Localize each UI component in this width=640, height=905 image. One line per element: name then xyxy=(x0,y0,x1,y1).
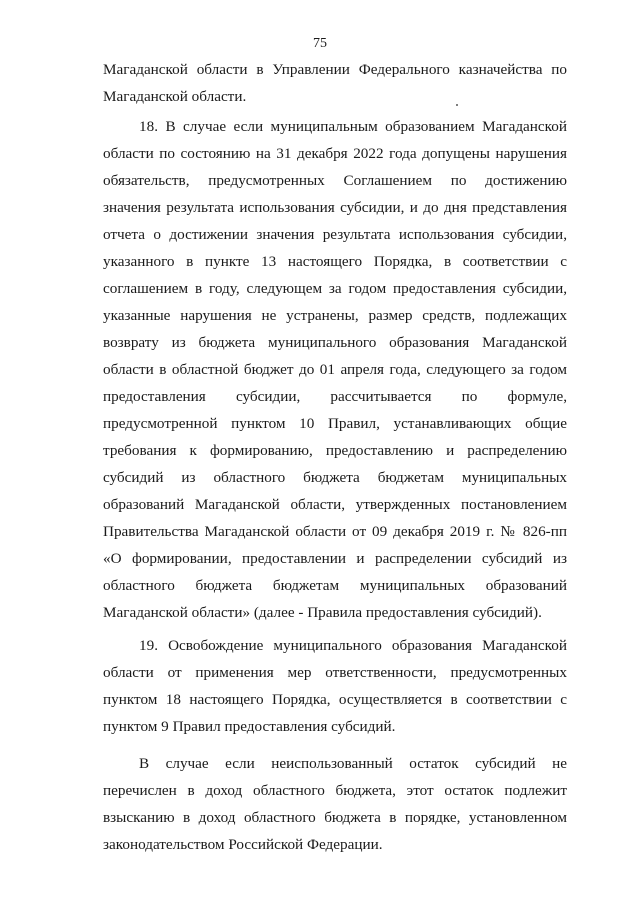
paragraph-clause-18: 18. В случае если муниципальным образованием Магаданской области по состоянию на 31 декабря 2022 года допущены нарушения обязательств, предусмотренных Соглашением по достижению значения результата использования субсидии, и до дня представления отчета о достижении значения результата использования субсидии, указанного в пункте 13 настоящего Порядка, в соответствии с соглашением в году, следующем за годом предоставления субсидии, указанные нарушения не устранены, размер средств, подлежащих возврату из бюджета муниципального образования Магаданской области в областной бюджет до 01 апреля года, следующего за годом предоставления субсидии, рассчитывается по формуле, предусмотренной пунктом 10 Правил, устанавливающих общие требования к формированию, предоставлению и распределению субсидий из областного бюджета бюджетам муниципальных образований Магаданской области, утвержденных постановлением Правительства Магаданской области от 09 декабря 2019 г. № 826-пп «О формировании, предоставлении и распределении субсидий из областного бюджета бюджетам муниципальных образований Магаданской области» (далее - Правила предоставления субсидий). xyxy=(103,118,567,621)
paragraph-clause-19: 19. Освобождение муниципального образования Магаданской области от применения мер ответственности, предусмотренных пунктом 18 настоящего Порядка, осуществляется в соответствии с пунктом 9 Правил предоставления субсидий. xyxy=(103,637,567,735)
document-body xyxy=(103,56,567,858)
paragraph-continuation: Магаданской области в Управлении Федерального казначейства по Магаданской области. xyxy=(103,61,567,105)
page-number: 75 xyxy=(313,36,327,51)
paragraph-unused-remainder: В случае если неиспользованный остаток субсидий не перечислен в доход областного бюджета, этот остаток подлежит взысканию в доход областного бюджета в порядке, установленном законодательством Российской Федерации. xyxy=(103,755,567,853)
